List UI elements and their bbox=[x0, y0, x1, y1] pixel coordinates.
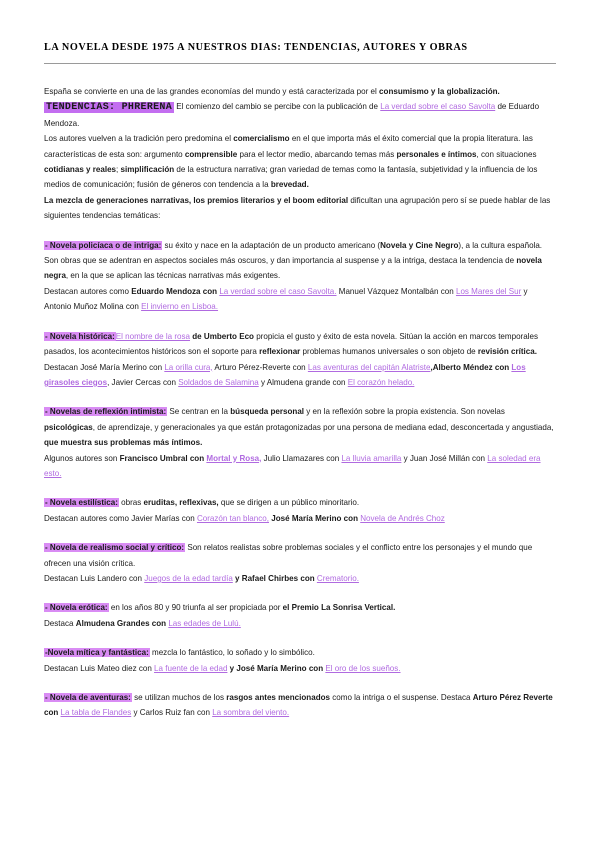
link-work[interactable]: El corazón helado. bbox=[347, 377, 415, 387]
link-work[interactable]: La sombra del viento. bbox=[212, 708, 290, 718]
section-erotica: - Novela erótica: en los años 80 y 90 triunfa al ser propiciada por el Premio La Sonrisa Vertical. bbox=[45, 603, 396, 613]
link-work[interactable]: La lluvia amarilla bbox=[341, 453, 402, 463]
page-title: LA NOVELA DESDE 1975 A NUESTROS DIAS: TENDENCIAS, AUTORES Y OBRAS bbox=[44, 42, 468, 53]
section-label-mitica: -Novela mítica y fantástica: bbox=[45, 648, 149, 658]
link-work[interactable]: El oro de los sueños. bbox=[325, 663, 401, 673]
link-work[interactable]: Las aventuras del capitán Alatriste bbox=[307, 362, 431, 372]
link-work[interactable]: Crematorio. bbox=[316, 573, 359, 583]
authors-historica: Destacan José María Merino con La orilla cura, Arturo Pérez-Reverte con Las aventuras del capitán Alatriste,Alberto Méndez con Los girasoles ciegos, Javier Cercas con Soldados de Salamina y Almudena grande con El corazón helado. bbox=[44, 362, 526, 387]
link-work[interactable]: Las edades de Lulú. bbox=[168, 618, 241, 628]
section-label-intimista: - Novelas de reflexión intimista: bbox=[45, 407, 167, 417]
link-work[interactable]: El invierno en Lisboa. bbox=[141, 302, 219, 312]
link-work[interactable]: La soledad era esto. bbox=[44, 453, 541, 478]
section-mitica: -Novela mítica y fantástica: mezcla lo fantástico, lo soñado y lo simbólico. bbox=[45, 648, 315, 658]
link-work[interactable]: Los Mares del Sur bbox=[455, 286, 522, 296]
intro-paragraph: España se convierte en una de las grandes economías del mundo y está caracterizada por el consumismo y la globalización. bbox=[44, 87, 500, 96]
authors-realismo: Destacan Luis Landero con Juegos de la edad tardía y Rafael Chirbes con Crematorio. bbox=[44, 573, 359, 583]
link-work[interactable]: La verdad sobre el caso Savolta. bbox=[219, 286, 337, 296]
authors-intimista: Algunos autores son Francisco Umbral con Mortal y Rosa, Julio Llamazares con La lluvia amarilla y Juan José Millán con La soledad era esto. bbox=[44, 453, 541, 478]
authors-policiaca: Destacan autores como Eduardo Mendoza con La verdad sobre el caso Savolta. Manuel Vázquez Montalbán con Los Mares del Sur y Antonio Muñoz Molina con El invierno en Lisboa. bbox=[44, 286, 528, 312]
section-label-estilistica: - Novela estilística: bbox=[45, 498, 118, 508]
section-intimista: - Novelas de reflexión intimista: Se centran en la búsqueda personal y en la reflexión sobre la propia existencia. Son novelas psicológicas, de aprendizaje, y generacionales ya que están protagonizadas por una persona de mediana edad, desconcertada y angustiada, que muestra sus problemas más íntimos. bbox=[44, 407, 554, 448]
characteristics-paragraph: Los autores vuelven a la tradición pero predomina el comercialismo en el que importa más el éxito comercial que la propia literatura. las características de esta son: argumento comprensible para el lector medio, abarcando temas más personales e íntimos, con situaciones cotidianas y reales; simplificación de la estructura narrativa; gran variedad de temas como la fantasía, subjetividad y la influencia de los medios de comunicación; fusión de géneros con tendencia a la brevedad. bbox=[44, 134, 538, 190]
title-divider bbox=[44, 63, 556, 64]
trend-label: TENDENCIAS: PHRERENA bbox=[46, 102, 173, 114]
link-work[interactable]: La tabla de Flandes bbox=[60, 708, 132, 718]
link-work[interactable]: El nombre de la rosa bbox=[115, 331, 191, 341]
trend-paragraph: TENDENCIAS: PHRERENA El comienzo del cambio se percibe con la publicación de La verdad sobre el caso Savolta de Eduardo Mendoza. bbox=[44, 102, 540, 128]
section-label-erotica: - Novela erótica: bbox=[45, 603, 108, 613]
authors-erotica: Destaca Almudena Grandes con Las edades de Lulú. bbox=[44, 618, 241, 628]
authors-mitica: Destacan Luis Mateo diez con La fuente de la edad y José María Merino con El oro de los sueños. bbox=[44, 663, 401, 673]
section-label-aventuras: - Novela de aventuras: bbox=[45, 693, 131, 702]
section-policiaca: - Novela policíaca o de intriga: su éxito y nace en la adaptación de un producto americano (Novela y Cine Negro), a la cultura española. Son obras que se adentran en aspectos sociales más oscuros, y dan importancia al suspense y a la intriga, destaca la tendencia de novela negra, en la que se aplican las técnicas narrativas más exigentes. bbox=[44, 240, 543, 281]
section-historica: - Novela histórica:El nombre de la rosa de Umberto Eco propicia el gusto y éxito de esta novela. Sitúan la acción en marcos temporales pasados, los acontecimientos históricos son el soporte para reflexionar problemas humanos universales o son objeto de revisión crítica. bbox=[44, 331, 539, 357]
link-work[interactable]: La fuente de la edad bbox=[154, 663, 228, 673]
link-work[interactable]: Novela de Andrés Choz bbox=[360, 513, 445, 523]
link-work[interactable]: Corazón tan blanco, bbox=[196, 513, 269, 523]
link-work[interactable]: Soldados de Salamina bbox=[178, 377, 259, 387]
link-work[interactable]: Mortal y Rosa, bbox=[206, 453, 262, 463]
section-realismo: - Novela de realismo social y crítico: Son relatos realistas sobre problemas sociales y el conflicto entre los personajes y el mundo que ofrecen una visión crítica. bbox=[44, 543, 533, 568]
link-savolta[interactable]: La verdad sobre el caso Savolta bbox=[380, 102, 496, 112]
link-work[interactable]: La orilla cura, bbox=[164, 362, 213, 372]
section-label-historica: - Novela histórica: bbox=[45, 331, 115, 341]
authors-estilistica: Destacan autores como Javier Marías con Corazón tan blanco, José María Merino con Novela de Andrés Choz bbox=[44, 513, 445, 523]
link-work[interactable]: Los girasoles ciegos bbox=[44, 362, 526, 387]
section-label-realismo: - Novela de realismo social y crítico: bbox=[45, 543, 185, 553]
section-label-policiaca: - Novela policíaca o de intriga: bbox=[45, 240, 162, 250]
document-body bbox=[44, 84, 556, 721]
link-work[interactable]: Juegos de la edad tardía bbox=[144, 573, 233, 583]
section-estilistica: - Novela estilística: obras eruditas, reflexivas, que se dirigen a un público minoritario. bbox=[45, 498, 360, 508]
section-aventuras: - Novela de aventuras: se utilizan muchos de los rasgos antes mencionados como la intriga o el suspense. Destaca Arturo Pérez Reverte con La tabla de Flandes y Carlos Ruiz fan con La sombra del viento. bbox=[44, 693, 553, 718]
tendencies-paragraph: La mezcla de generaciones narrativas, los premios literarios y el boom editorial dificultan una agrupación pero sí se puede hablar de las siguientes tendencias temáticas: bbox=[44, 195, 551, 221]
